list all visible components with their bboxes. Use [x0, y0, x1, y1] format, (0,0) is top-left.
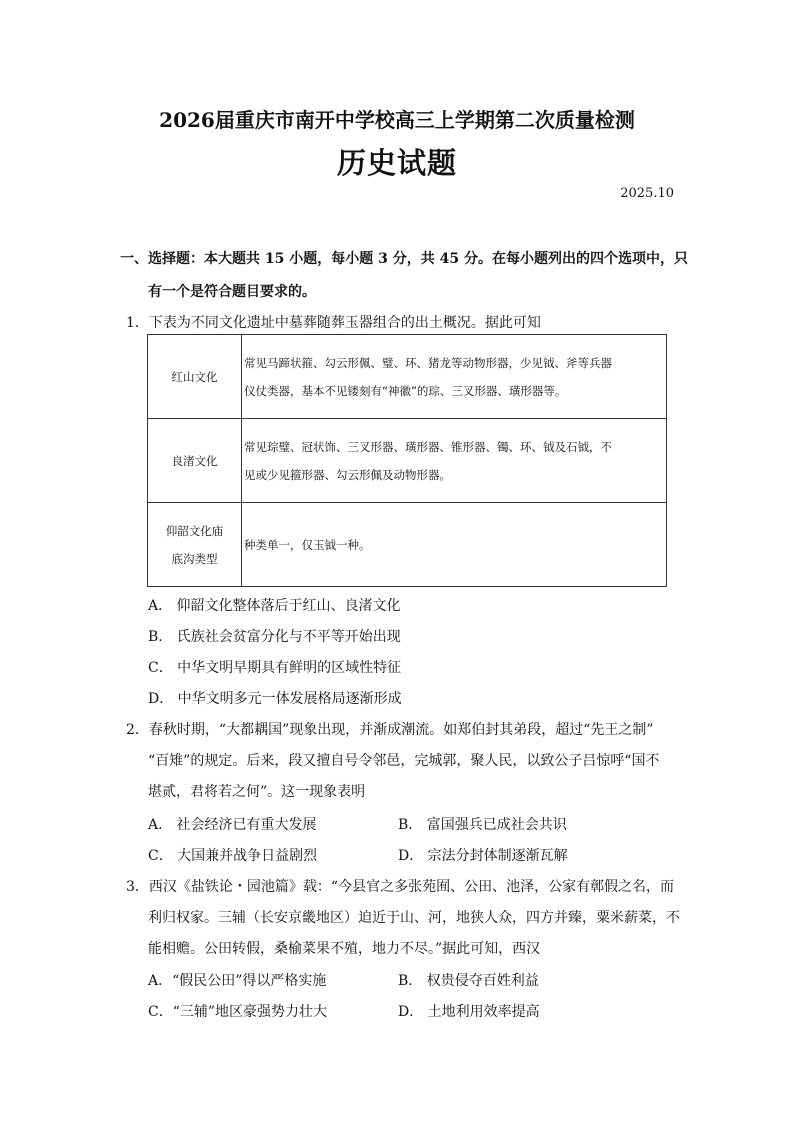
q2-stem-line2: “百雉”的规定。后来，段又擅自号令邻邑，完城郭，聚人民，以致公子吕惊呼“国不 [148, 753, 660, 769]
q1-stem: 1．下表为不同文化遗址中墓葬随葬玉器组合的出土概况。据此可知 [126, 315, 541, 331]
culture-desc [242, 419, 667, 503]
name-line: 底沟类型 [171, 551, 218, 566]
culture-desc [242, 335, 667, 419]
culture-desc [242, 503, 667, 587]
desc-line: 常见马蹄状箍、勾云形佩、璧、环、猪龙等动物形器，少见钺、斧等兵器 [244, 355, 612, 370]
q2-option-d: D． 宗法分封体制逐渐瓦解 [398, 848, 568, 864]
q3-option-b: B． 权贵侵夺百姓利益 [398, 973, 539, 989]
desc-line: 仪仗类器，基本不见镂刻有“神徽”的琮、三叉形器、璜形器等。 [244, 383, 567, 398]
table-row [148, 335, 667, 419]
q1-option-c: C． 中华文明早期具有鲜明的区域性特征 [148, 660, 402, 676]
q3-option-a: A．“假民公田”得以严格实施 [148, 973, 327, 989]
q1-table [147, 334, 667, 587]
q2-option-b: B． 富国强兵已成社会共识 [398, 817, 567, 833]
q2-stem-line1: 2．春秋时期，“大都耦国”现象出现，并渐成潮流。如郑伯封其弟段，超过“先王之制” [126, 722, 654, 738]
exam-date: 2025.10 [620, 186, 674, 201]
table-row [148, 503, 667, 587]
q2-option-c: C． 大国兼并战争日益剧烈 [148, 848, 318, 864]
q1-option-b: B． 氏族社会贫富分化与不平等开始出现 [148, 629, 401, 645]
exam-title: 2026届重庆市南开中学校高三上学期第二次质量检测 [159, 108, 635, 132]
culture-name: 红山文化 [148, 335, 242, 419]
q3-option-d: D． 土地利用效率提高 [398, 1004, 540, 1020]
q3-stem-line2: 利归权家。三辅（长安京畿地区）迫近于山、河，地狭人众，四方并臻，粟米薪菜，不 [148, 910, 680, 926]
q3-stem-line3: 能相赡。公田转假，桑榆菜果不殖，地力不尽。”据此可知，西汉 [148, 941, 541, 957]
culture-name: 良渚文化 [148, 419, 242, 503]
q3-stem-line1: 3．西汉《盐铁论・园池篇》载：“今县官之多张苑囿、公田、池泽，公家有鄣假之名，而 [126, 879, 675, 895]
desc-line: 常见琮璧、冠状饰、三叉形器、璜形器、锥形器、镯、环、钺及石钺，不 [244, 439, 612, 454]
q3-option-c: C．“三辅”地区豪强势力壮大 [148, 1004, 328, 1020]
q2-option-a: A． 社会经济已有重大发展 [148, 817, 317, 833]
q1-option-d: D． 中华文明多元一体发展格局逐渐形成 [148, 691, 402, 707]
culture-name [148, 503, 242, 587]
desc-line: 种类单一，仅玉钺一种。 [244, 537, 371, 552]
section-heading-line2: 有一个是符合题目要求的。 [148, 284, 316, 300]
name-line: 仰韶文化庙 [165, 523, 224, 538]
table-row [148, 419, 667, 503]
q1-option-a: A． 仰韶文化整体落后于红山、良渚文化 [148, 598, 401, 614]
desc-line: 见或少见箍形器、勾云形佩及动物形器。 [244, 467, 451, 482]
q2-stem-line3: 堪贰，君将若之何”。这一现象表明 [148, 784, 366, 800]
exam-subject: 历史试题 [336, 146, 457, 180]
section-heading-line1: 一、选择题：本大题共 15 小题，每小题 3 分，共 45 分。在每小题列出的四个选项中，只 [120, 251, 688, 267]
